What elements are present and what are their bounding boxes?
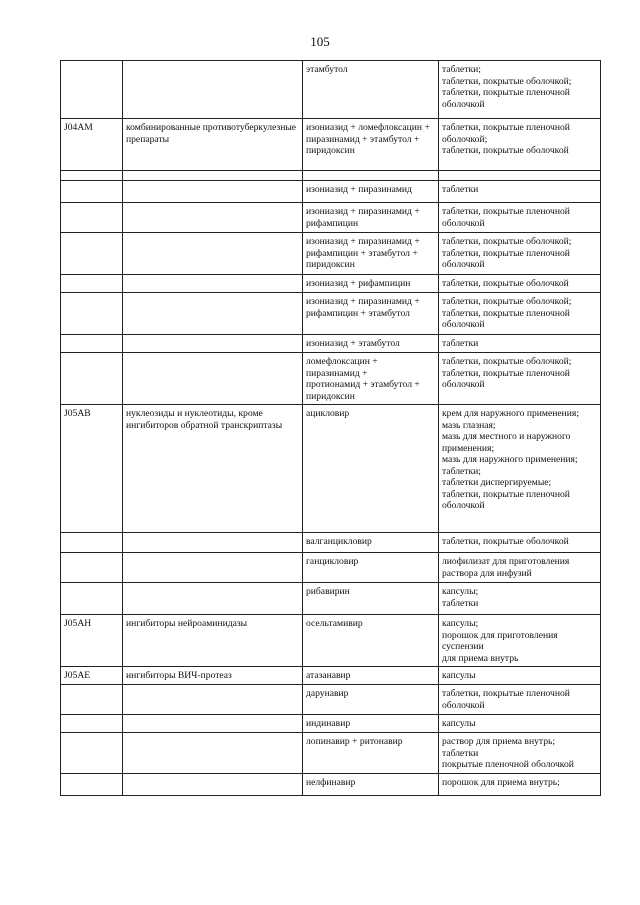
atc-code-cell: J04AM xyxy=(61,119,123,171)
atc-code-cell xyxy=(61,773,123,795)
dosage-form-cell: таблетки, покрытые пленочной оболочкой; таблетки, покрытые оболочкой xyxy=(439,119,601,171)
table-row xyxy=(61,733,601,774)
atc-code-cell xyxy=(61,733,123,774)
table-row xyxy=(61,405,601,533)
atc-code-cell xyxy=(61,335,123,353)
drug-name-cell: осельтамивир xyxy=(303,615,439,667)
group-name-cell: комбинированные противотуберкулезные препараты xyxy=(123,119,303,171)
drug-name-cell: изониазид + рифампицин xyxy=(303,275,439,293)
dosage-form-cell: лиофилизат для приготовления раствора для инфузий xyxy=(439,553,601,583)
drug-name-cell: атазанавир xyxy=(303,667,439,685)
table-row xyxy=(61,583,601,615)
atc-code-cell: J05AH xyxy=(61,615,123,667)
dosage-form-cell: таблетки, покрытые оболочкой; таблетки, покрытые пленочной оболочкой xyxy=(439,293,601,335)
atc-code-cell xyxy=(61,533,123,553)
atc-code-cell xyxy=(61,715,123,733)
dosage-form-cell: таблетки, покрытые оболочкой; таблетки, покрытые пленочной оболочкой xyxy=(439,353,601,405)
atc-code-cell xyxy=(61,353,123,405)
table-row xyxy=(61,275,601,293)
drug-name-cell: нелфинавир xyxy=(303,773,439,795)
drug-name-cell: изониазид + этамбутол xyxy=(303,335,439,353)
table-row xyxy=(61,119,601,171)
group-name-cell xyxy=(123,353,303,405)
group-name-cell xyxy=(123,533,303,553)
table-row xyxy=(61,773,601,795)
table-row xyxy=(61,293,601,335)
drug-name-cell: изониазид + пиразинамид xyxy=(303,181,439,203)
group-name-cell xyxy=(123,553,303,583)
group-name-cell xyxy=(123,685,303,715)
atc-code-cell: J05AB xyxy=(61,405,123,533)
drug-name-cell: ганцикловир xyxy=(303,553,439,583)
dosage-form-cell: таблетки, покрытые оболочкой xyxy=(439,275,601,293)
group-name-cell xyxy=(123,181,303,203)
group-name-cell xyxy=(123,171,303,181)
dosage-form-cell: таблетки, покрытые оболочкой; таблетки, покрытые пленочной оболочкой xyxy=(439,233,601,275)
table-row xyxy=(61,615,601,667)
dosage-form-cell xyxy=(439,171,601,181)
group-name-cell xyxy=(123,275,303,293)
table-row xyxy=(61,335,601,353)
drug-name-cell: ломефлоксацин + пиразинамид + протионамид + этамбутол + пиридоксин xyxy=(303,353,439,405)
dosage-form-cell: порошок для приема внутрь; xyxy=(439,773,601,795)
dosage-form-cell: капсулы xyxy=(439,715,601,733)
dosage-form-cell: таблетки, покрытые пленочной оболочкой xyxy=(439,685,601,715)
drug-name-cell: изониазид + пиразинамид + рифампицин + этамбутол + пиридоксин xyxy=(303,233,439,275)
dosage-form-cell: таблетки, покрытые пленочной оболочкой xyxy=(439,203,601,233)
group-name-cell xyxy=(123,293,303,335)
table-row xyxy=(61,203,601,233)
drug-name-cell: изониазид + пиразинамид + рифампицин + этамбутол xyxy=(303,293,439,335)
group-name-cell: нуклеозиды и нуклеотиды, кроме ингибиторов обратной транскриптазы xyxy=(123,405,303,533)
table-row xyxy=(61,181,601,203)
table-row xyxy=(61,61,601,119)
atc-code-cell xyxy=(61,181,123,203)
drug-name-cell: лопинавир + ритонавир xyxy=(303,733,439,774)
atc-code-cell xyxy=(61,61,123,119)
page-number: 105 xyxy=(310,34,330,49)
dosage-form-cell: таблетки xyxy=(439,335,601,353)
group-name-cell xyxy=(123,773,303,795)
atc-code-cell xyxy=(61,583,123,615)
group-name-cell xyxy=(123,233,303,275)
drug-name-cell: изониазид + ломефлоксацин + пиразинамид + этамбутол + пиридоксин xyxy=(303,119,439,171)
group-name-cell xyxy=(123,203,303,233)
group-name-cell: ингибиторы нейроаминидазы xyxy=(123,615,303,667)
atc-code-cell xyxy=(61,171,123,181)
atc-code-cell xyxy=(61,553,123,583)
dosage-form-cell: таблетки; таблетки, покрытые оболочкой; таблетки, покрытые пленочной оболочкой xyxy=(439,61,601,119)
drug-name-cell: рибавирин xyxy=(303,583,439,615)
atc-code-cell xyxy=(61,203,123,233)
atc-code-cell xyxy=(61,233,123,275)
group-name-cell: ингибиторы ВИЧ-протеаз xyxy=(123,667,303,685)
dosage-form-cell: таблетки xyxy=(439,181,601,203)
drug-name-cell: индинавир xyxy=(303,715,439,733)
atc-code-cell xyxy=(61,685,123,715)
drug-name-cell: ацикловир xyxy=(303,405,439,533)
group-name-cell xyxy=(123,715,303,733)
atc-code-cell: J05AE xyxy=(61,667,123,685)
atc-code-cell xyxy=(61,275,123,293)
table-row xyxy=(61,533,601,553)
drug-name-cell: валганцикловир xyxy=(303,533,439,553)
drug-name-cell xyxy=(303,171,439,181)
drug-table xyxy=(60,60,601,796)
dosage-form-cell: крем для наружного применения; мазь глазная; мазь для местного и наружного применения; мазь для наружного применения; таблетки; таблетки диспергируемые; таблетки, покрытые пленочной оболочкой xyxy=(439,405,601,533)
drug-name-cell: этамбутол xyxy=(303,61,439,119)
group-name-cell xyxy=(123,583,303,615)
table-row xyxy=(61,667,601,685)
dosage-form-cell: таблетки, покрытые оболочкой xyxy=(439,533,601,553)
table-row xyxy=(61,553,601,583)
dosage-form-cell: капсулы; таблетки xyxy=(439,583,601,615)
group-name-cell xyxy=(123,335,303,353)
table-row xyxy=(61,685,601,715)
dosage-form-cell: капсулы; порошок для приготовления суспензии для приема внутрь xyxy=(439,615,601,667)
drug-name-cell: изониазид + пиразинамид + рифампицин xyxy=(303,203,439,233)
group-name-cell xyxy=(123,733,303,774)
table-row xyxy=(61,233,601,275)
table-row xyxy=(61,353,601,405)
table-row xyxy=(61,715,601,733)
table-row xyxy=(61,171,601,181)
dosage-form-cell: раствор для приема внутрь; таблетки покрытые пленочной оболочкой xyxy=(439,733,601,774)
group-name-cell xyxy=(123,61,303,119)
drug-name-cell: дарунавир xyxy=(303,685,439,715)
dosage-form-cell: капсулы xyxy=(439,667,601,685)
atc-code-cell xyxy=(61,293,123,335)
